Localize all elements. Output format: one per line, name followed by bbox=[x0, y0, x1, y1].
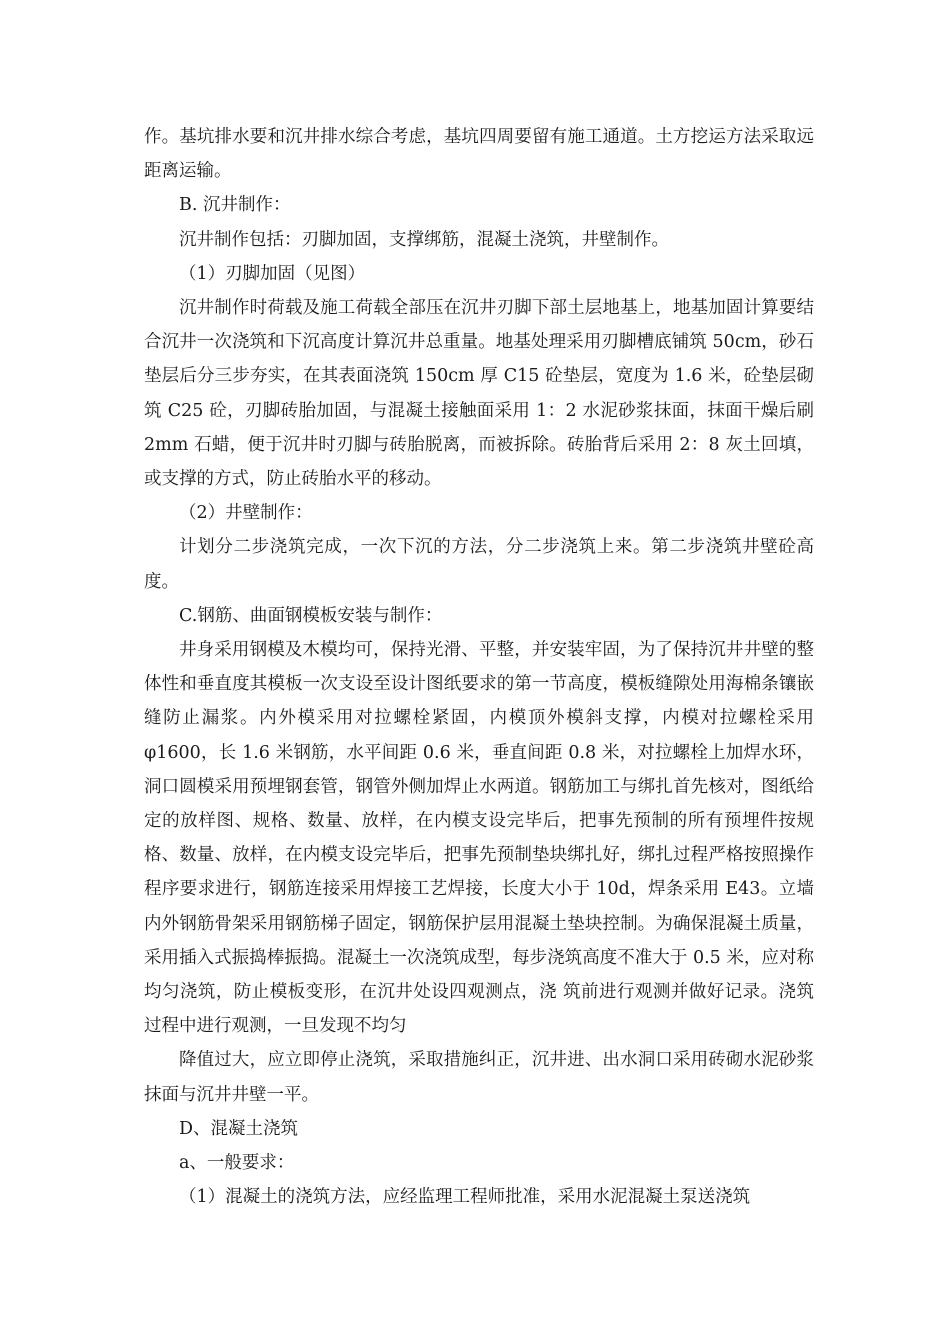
paragraph-fabrication-scope: 沉井制作包括：刃脚加固，支撑绑筋，混凝土浇筑，井壁制作。 bbox=[179, 229, 669, 250]
heading-cutting-edge-reinforcement: （1）刃脚加固（见图） bbox=[179, 263, 366, 284]
paragraph-excavation-end: 作。基坑排水要和沉井排水综合考虑，基坑四周要留有施工通道。土方挖运方法采取远距离运输。 bbox=[144, 127, 814, 182]
heading-caisson-fabrication: B. 沉井制作： bbox=[179, 195, 291, 216]
paragraph-settlement-correction: 降值过大，应立即停止浇筑，采取措施纠正，沉井进、出水洞口采用砖砌水泥砂浆抹面与沉井井壁一平。 bbox=[144, 1050, 814, 1105]
heading-rebar-formwork: C.钢筋、曲面钢模板安装与制作： bbox=[179, 605, 443, 626]
document-body bbox=[144, 120, 814, 1215]
heading-general-requirements: a、一般要求： bbox=[179, 1153, 295, 1174]
paragraph-pouring-method: （1）混凝土的浇筑方法，应经监理工程师批准，采用水泥混凝土泵送浇筑 bbox=[179, 1187, 751, 1208]
heading-concrete-pouring: D、混凝土浇筑 bbox=[179, 1118, 299, 1139]
heading-wall-fabrication: （2）井壁制作： bbox=[179, 503, 313, 524]
paragraph-pouring-plan: 计划分二步浇筑完成，一次下沉的方法，分二步浇筑上来。第二步浇筑井壁砼高度。 bbox=[144, 537, 814, 592]
paragraph-foundation-treatment: 沉井制作时荷载及施工荷载全部压在沉井刃脚下部土层地基上，地基加固计算要结合沉井一次浇筑和下沉高度计算沉井总重量。地基处理采用刃脚槽底铺筑 50cm，砂石垫层后分三步夯实，在其表面浇筑 150cm 厚 C15 砼垫层，宽度为 1.6 米，砼垫层砌筑 C25 砼，刃脚砖胎加固，与混凝土接触面采用 1：2 水泥砂浆抹面，抹面干燥后刷 2mm 石蜡，便于沉井时刃脚与砖胎脱离，而被拆除。砖胎背后采用 2：8 灰土回填，或支撑的方式，防止砖胎水平的移动。 bbox=[144, 298, 814, 490]
paragraph-formwork-details: 井身采用钢模及木模均可，保持光滑、平整，并安装牢固，为了保持沉井井壁的整体性和垂直度其模板一次支设至设计图纸要求的第一节高度，模板缝隙处用海棉条镶嵌缝防止漏浆。内外模采用对拉螺栓紧固，内模顶外模斜支撑，内模对拉螺栓采用 φ1600，长 1.6 米钢筋，水平间距 0.6 米，垂直间距 0.8 米，对拉螺栓上加焊水环，洞口圆模采用预埋钢套管，钢管外侧加焊止水两道。钢筋加工与绑扎首先核对，图纸给定的放样图、规格、数量、放样，在内模支设完毕后，把事先预制的所有预埋件按规格、数量、放样，在内模支设完毕后，把事先预制垫块绑扎好，绑扎过程严格按照操作程序要求进行，钢筋连接采用焊接工艺焊接，长度大小于 10d，焊条采用 E43。立墙内外钢筋骨架采用钢筋梯子固定，钢筋保护层用混凝土垫块控制。为确保混凝土质量，采用插入式振捣棒振捣。混凝土一次浇筑成型，每步浇筑高度不准大于 0.5 米，应对称均匀浇筑，防止模板变形，在沉井处设四观测点，浇 筑前进行观测并做好记录。浇筑过程中进行观测，一旦发现不均匀 bbox=[144, 640, 814, 1037]
